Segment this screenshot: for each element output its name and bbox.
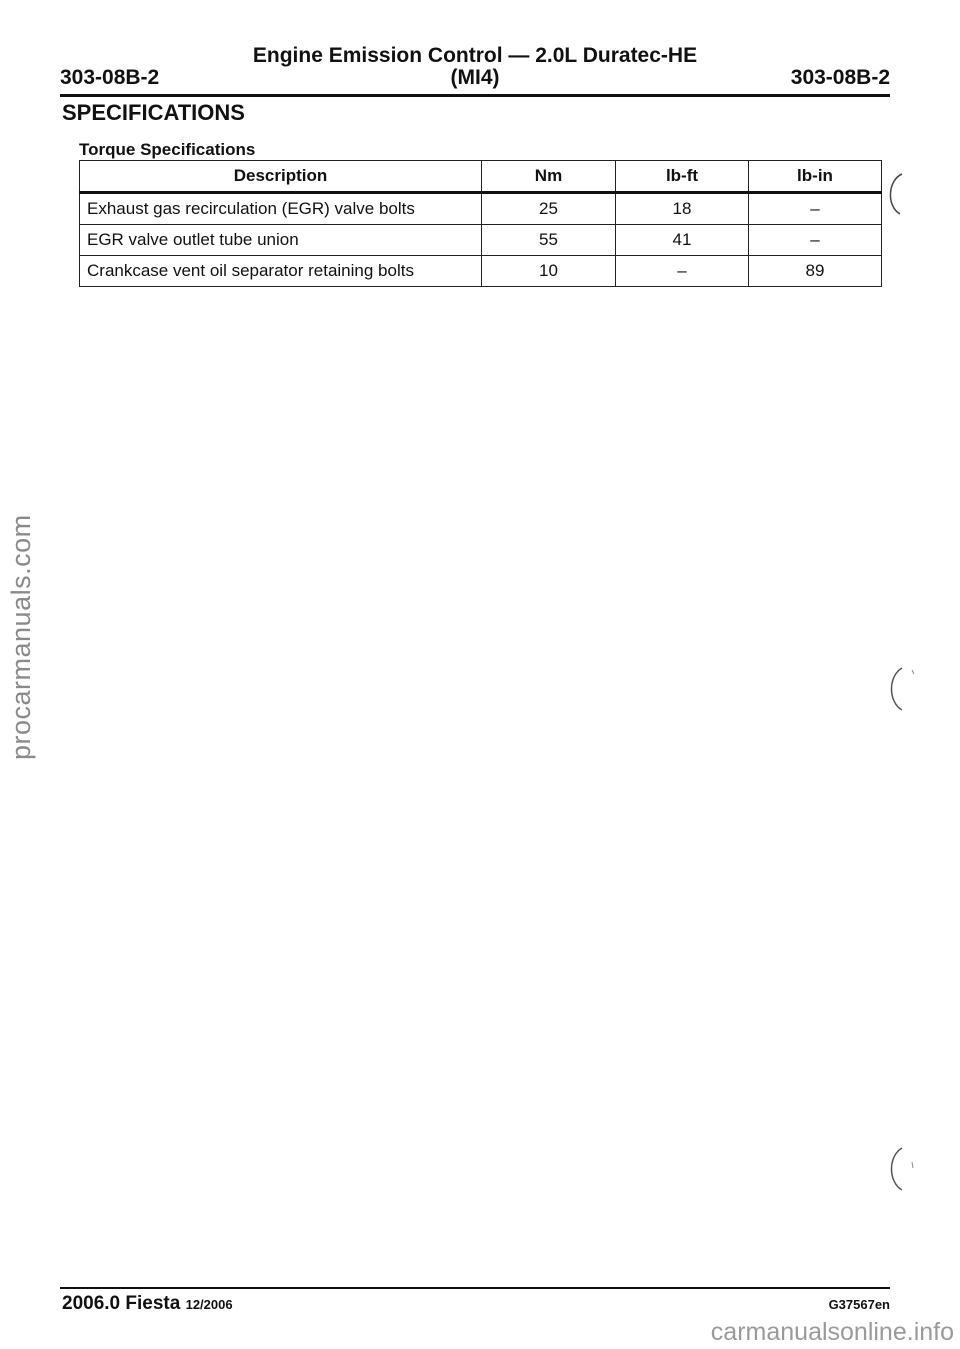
table-row <box>80 225 882 256</box>
torque-specifications-table <box>79 160 882 287</box>
page-code-left: 303-08B-2 <box>60 66 160 89</box>
table-row <box>80 256 882 287</box>
header-title: Engine Emission Control — 2.0L Duratec-HE <box>252 44 698 67</box>
footer-date: 12/2006 <box>185 1297 233 1312</box>
row-lb-ft: 18 <box>616 193 749 225</box>
header-subtitle: (MI4) <box>450 66 500 89</box>
row-description: Crankcase vent oil separator retaining bolts <box>80 256 482 287</box>
row-nm: 25 <box>482 193 616 225</box>
side-watermark: procarmanuals.com <box>6 514 36 760</box>
page-code-right: 303-08B-2 <box>790 66 890 89</box>
column-header-nm: Nm <box>482 161 616 193</box>
footer-model-name: 2006.0 Fiesta <box>62 1293 181 1314</box>
row-lb-in: – <box>749 193 882 225</box>
row-lb-ft: – <box>616 256 749 287</box>
row-lb-in: – <box>749 225 882 256</box>
binder-hole-mark-icon <box>880 170 910 220</box>
footer-divider <box>60 1287 890 1289</box>
table-row <box>80 193 882 225</box>
row-lb-in: 89 <box>749 256 882 287</box>
column-header-description: Description <box>80 161 482 193</box>
column-header-lb-in: lb-in <box>749 161 882 193</box>
row-description: Exhaust gas recirculation (EGR) valve bolts <box>80 193 482 225</box>
binder-hole-mark-icon <box>882 1140 922 1200</box>
footer-model <box>62 1292 233 1317</box>
section-title: SPECIFICATIONS <box>62 100 245 125</box>
column-header-lb-ft: lb-ft <box>616 161 749 193</box>
page-header <box>60 28 890 94</box>
row-nm: 55 <box>482 225 616 256</box>
table-header-row <box>80 161 882 193</box>
bottom-watermark: carmanualsonline.info <box>710 1318 954 1346</box>
footer-code: G37567en <box>828 1297 890 1312</box>
row-description: EGR valve outlet tube union <box>80 225 482 256</box>
binder-hole-mark-icon <box>882 660 922 720</box>
table-title: Torque Specifications <box>79 140 256 159</box>
row-lb-ft: 41 <box>616 225 749 256</box>
header-divider <box>60 94 890 97</box>
row-nm: 10 <box>482 256 616 287</box>
